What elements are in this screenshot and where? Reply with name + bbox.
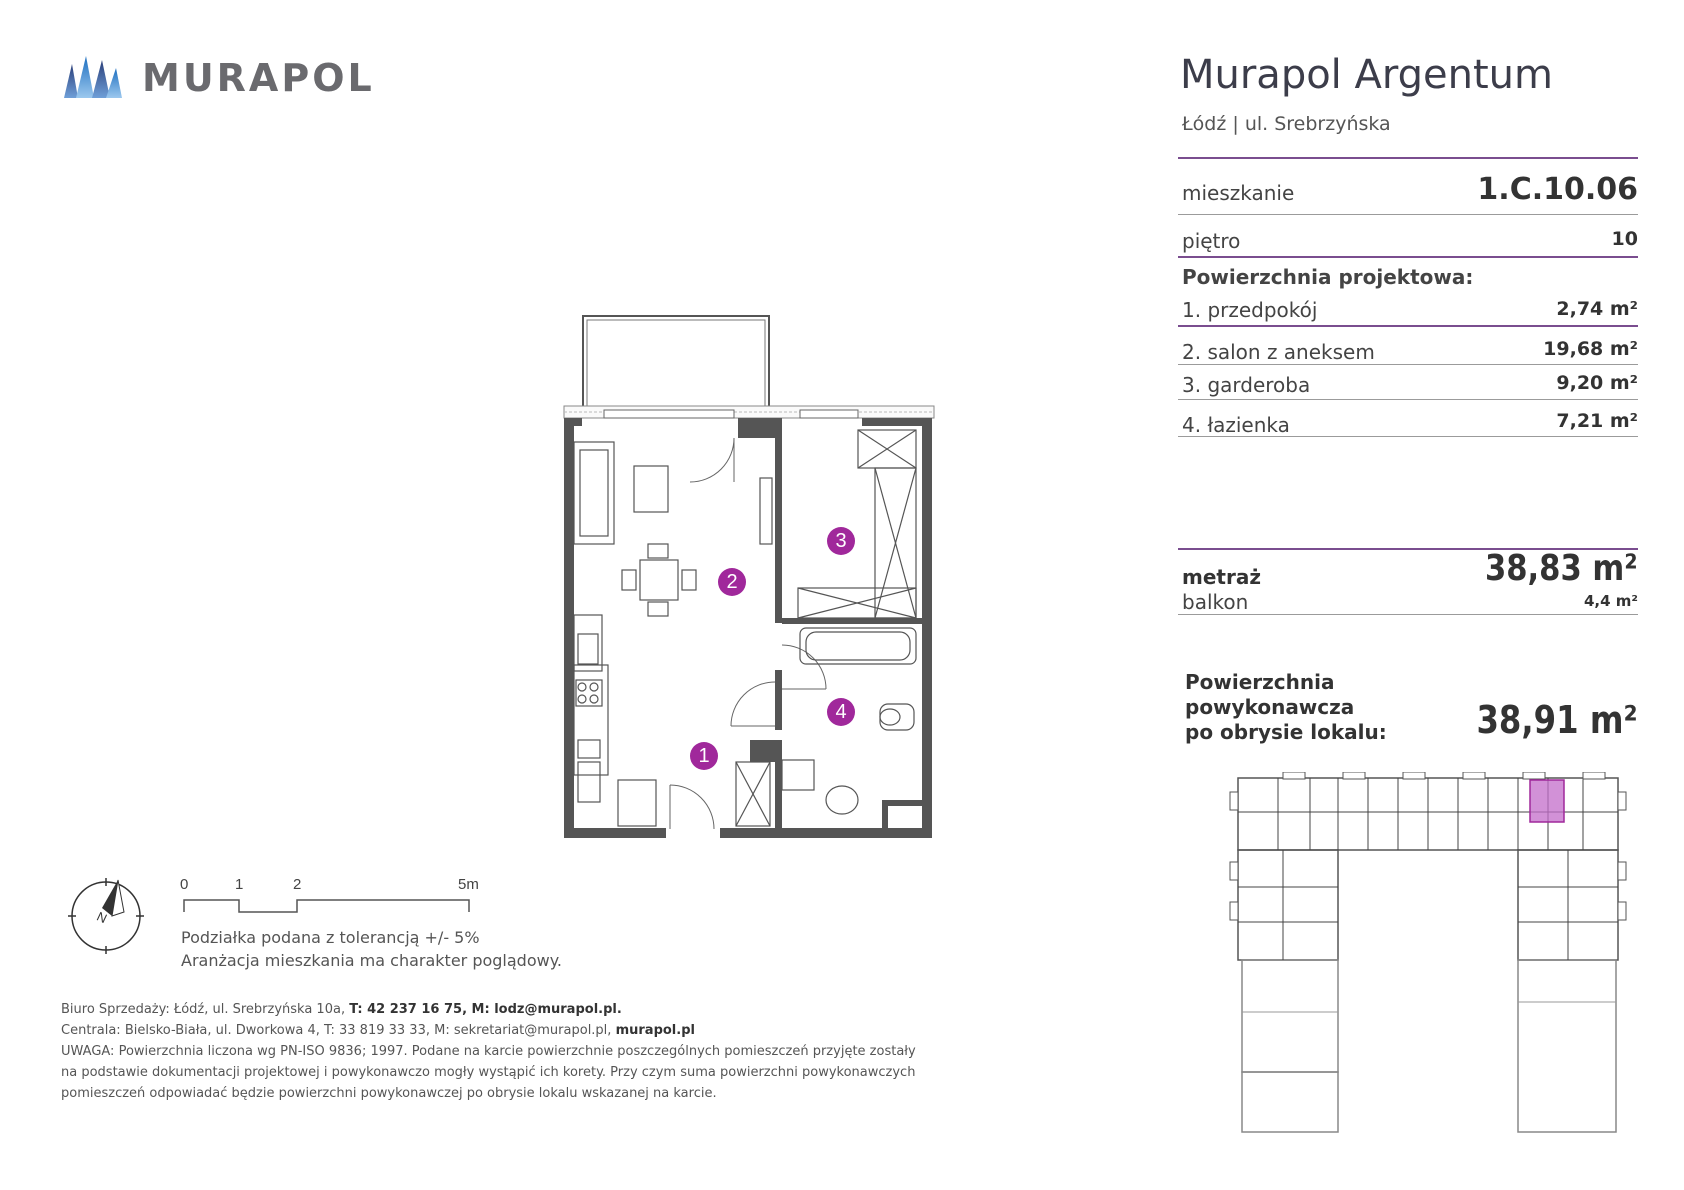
scale-bar [183,896,473,916]
scale-tolerance-note: Podziałka podana z tolerancją +/- 5% [181,928,480,947]
floor-plan [560,310,940,840]
room-marker-3: 3 [827,527,855,555]
room-label: 4. łazienka [1182,413,1290,437]
footer-sales-contact: T: 42 237 16 75, M: lodz@murapol.pl. [349,1002,622,1017]
room-label: 1. przedpokój [1182,298,1318,322]
murapol-logo-icon [62,54,126,100]
brand-name: MURAPOL [142,56,375,100]
svg-text:N: N [94,908,110,927]
building-key-plan [1228,772,1628,1142]
divider [1178,614,1638,615]
balkon-value: 4,4 m² [1584,592,1638,610]
apartment-label: mieszkanie [1182,181,1295,205]
footer-sales [61,1002,622,1017]
divider [1178,399,1638,400]
footer-central [61,1023,695,1038]
post-label-line: po obrysie lokalu: [1185,720,1387,744]
footer-sales-address: Biuro Sprzedaży: Łódź, ul. Srebrzyńska 10a, [61,1002,350,1017]
scale-tick: 1 [235,876,244,893]
compass-icon [66,876,146,956]
brand-logo [62,52,375,102]
metraz-label: metraż [1182,565,1261,589]
project-address: Łódź | ul. Srebrzyńska [1182,113,1391,135]
scale-tick: 2 [293,876,302,893]
footer-warning-line: UWAGA: Powierzchnia liczona wg PN-ISO 9836; 1997. Podane na karcie powierzchnie poszczególnych pomieszczeń przyjęte zostały [61,1044,916,1059]
divider [1178,157,1638,159]
post-construction-value: 38,91 m² [1476,698,1638,742]
footer-website-link[interactable]: murapol.pl [615,1023,695,1038]
apartment-number: 1.C.10.06 [1477,172,1638,207]
room-label: 2. salon z aneksem [1182,340,1375,364]
design-area-title: Powierzchnia projektowa: [1182,265,1474,289]
post-label-line: Powierzchnia [1185,670,1335,694]
arrangement-note: Aranżacja mieszkania ma charakter poglądowy. [181,951,562,970]
scale-tick: 0 [180,876,189,893]
divider [1178,364,1638,365]
room-marker-1: 1 [690,742,718,770]
metraz-value: 38,83 m² [1485,548,1638,589]
room-area: 9,20 m² [1556,372,1638,394]
room-area: 19,68 m² [1543,338,1638,360]
floor-value: 10 [1611,228,1638,250]
divider [1178,214,1638,215]
divider [1178,325,1638,327]
footer-warning-line: na podstawie dokumentacji projektowej i powykonawczo mogły wystąpić ich korety. Przy czym suma powierzchni powykonawczych [61,1065,916,1080]
divider [1178,256,1638,258]
room-area: 7,21 m² [1556,410,1638,432]
footer-central-address: Centrala: Bielsko-Biała, ul. Dworkowa 4, T: 33 819 33 33, M: sekretariat@murapol.pl, [61,1023,616,1038]
room-marker-2: 2 [718,568,746,596]
footer-warning-line: pomieszczeń odpowiadać będzie powierzchni powykonawczej po obrysie lokalu wskazanej na karcie. [61,1086,717,1101]
floor-label: piętro [1182,229,1241,253]
post-label-line: powykonawcza [1185,695,1355,719]
balkon-label: balkon [1182,590,1249,614]
room-area: 2,74 m² [1556,298,1638,320]
divider [1178,436,1638,437]
room-marker-4: 4 [827,698,855,726]
post-construction-label [1185,670,1405,745]
highlighted-apartment [1530,780,1564,822]
project-title: Murapol Argentum [1180,52,1553,98]
room-label: 3. garderoba [1182,373,1311,397]
scale-tick: 5m [458,876,479,893]
